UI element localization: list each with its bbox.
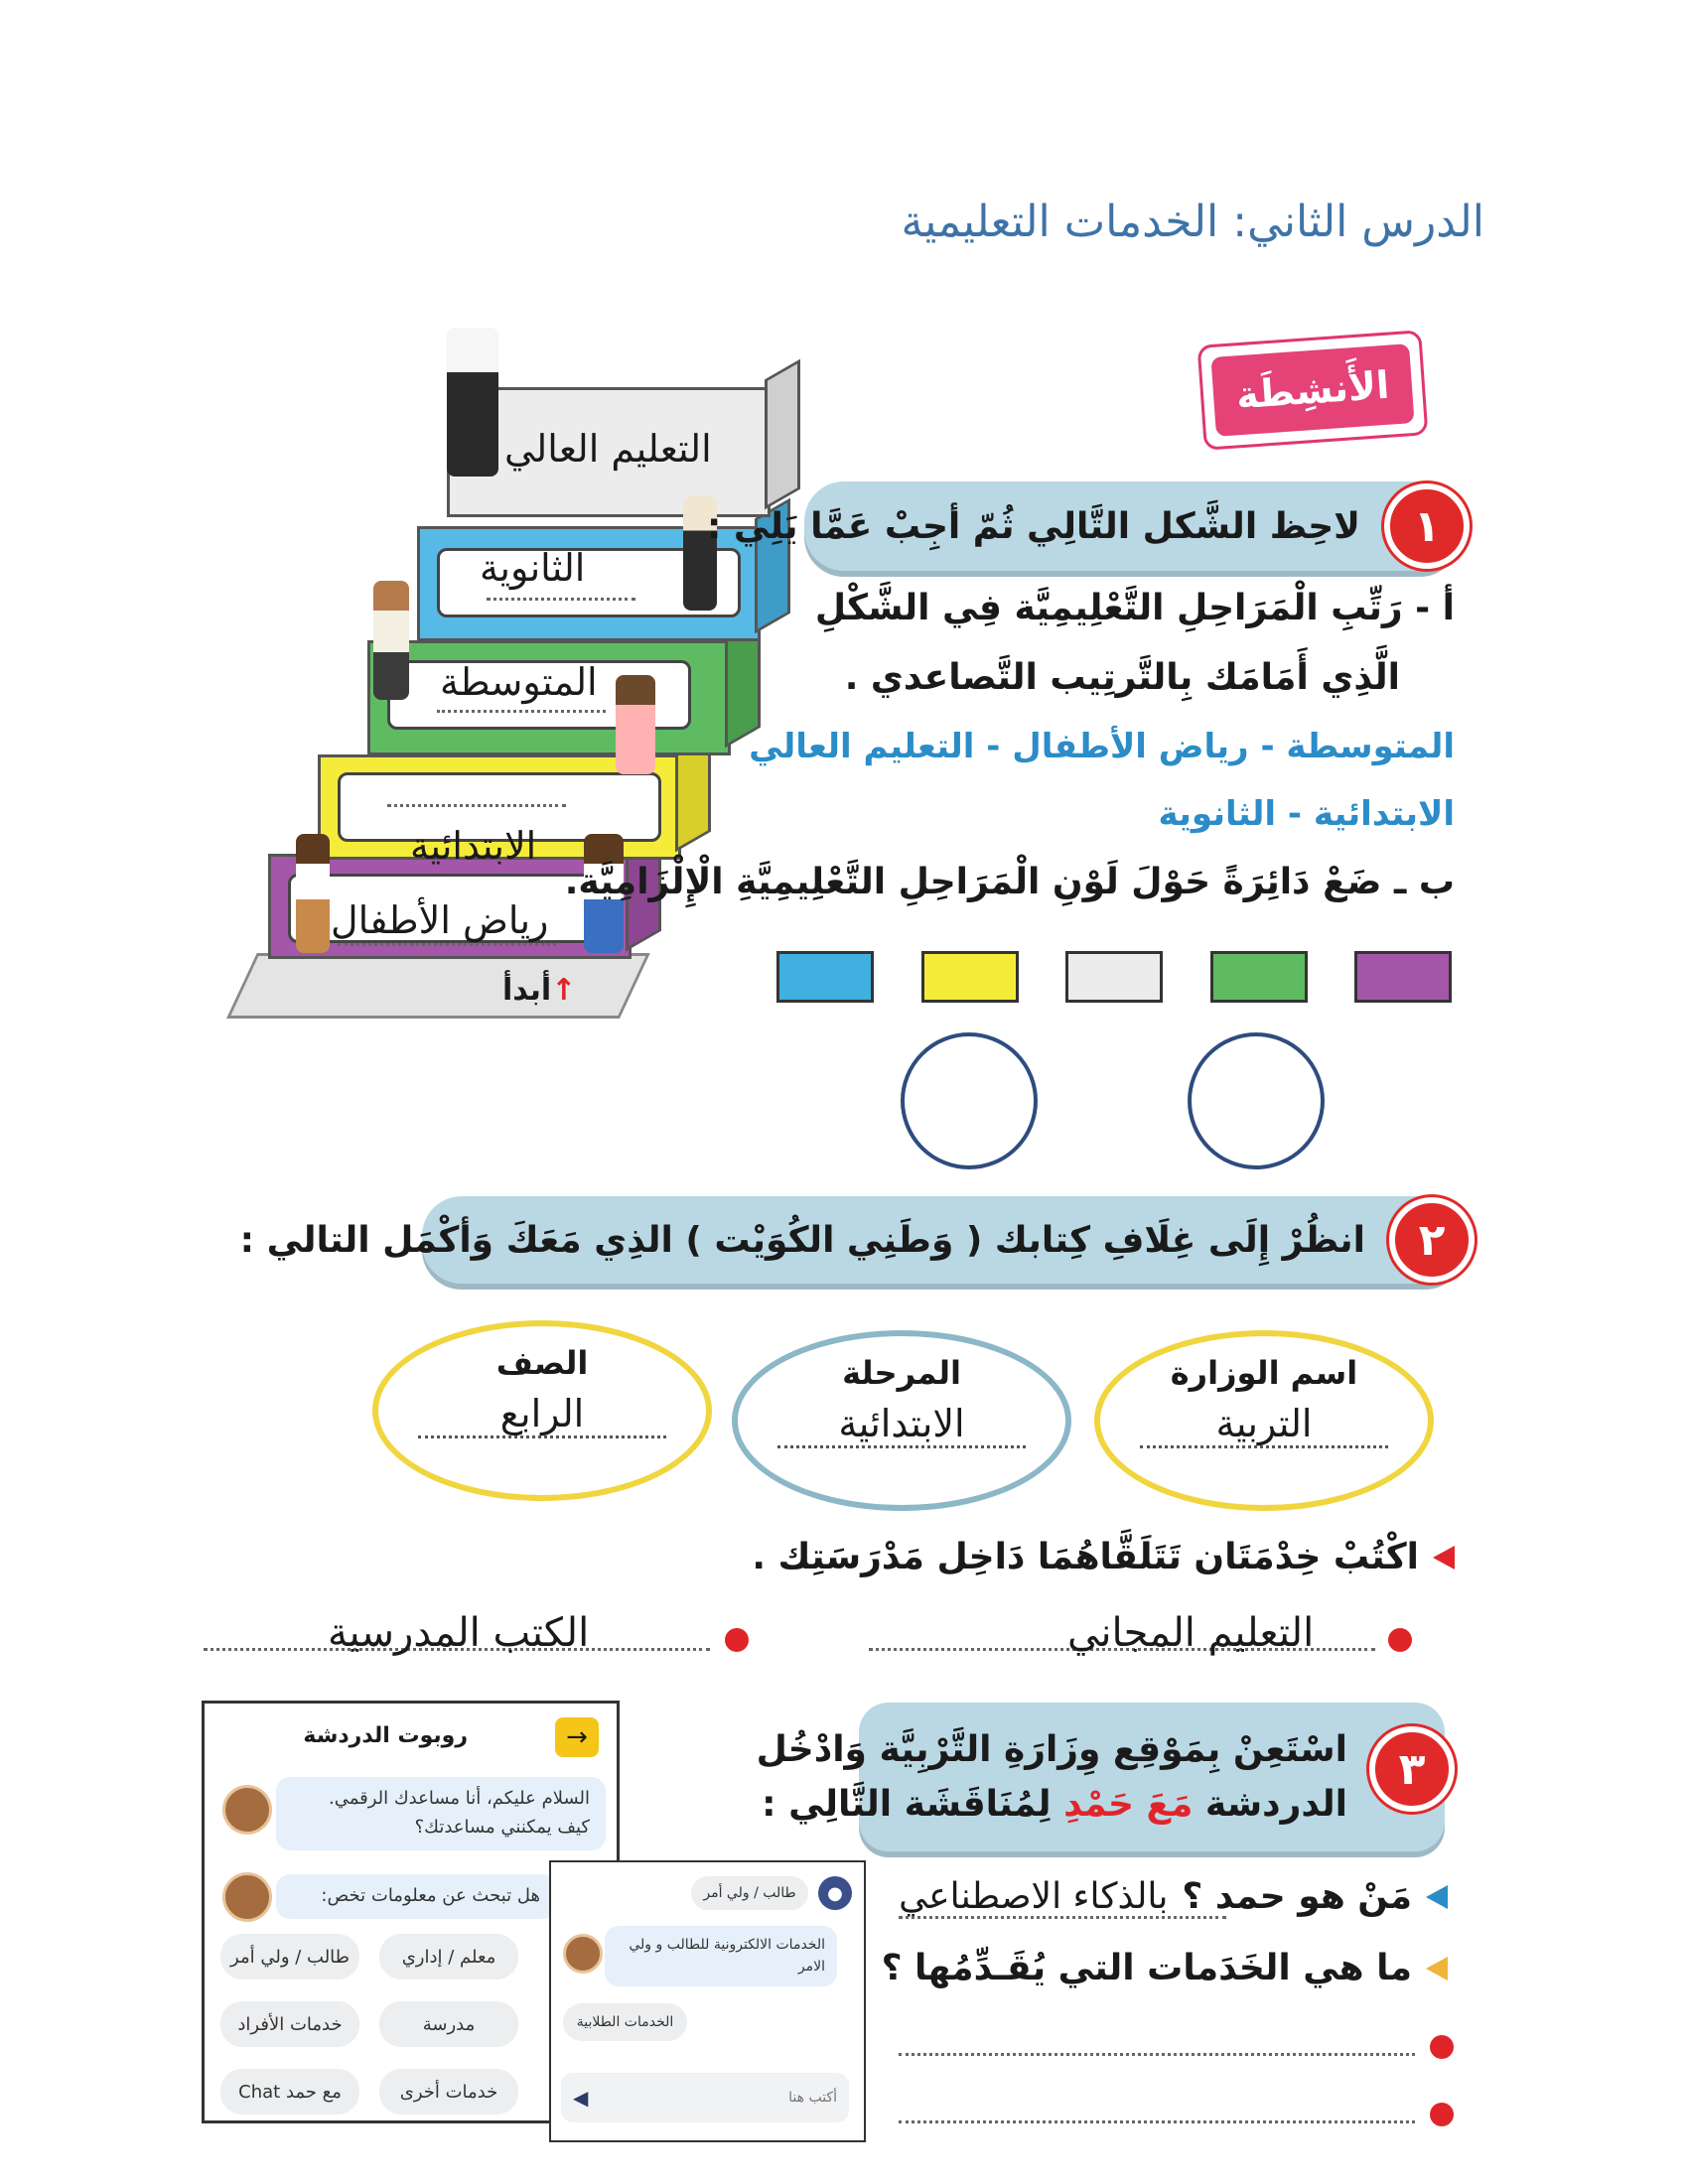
q2-text: ما هي الخَدَمات التي يُقَـدِّمُها ؟ [881,1948,1412,1988]
stair-dotline-intermediate [437,710,606,713]
greeting-line2: كيف يمكنني مساعدتك؟ [414,1816,590,1838]
chatbot-title: روبوت الدردشة [303,1723,468,1748]
activity3-prompt-line1: اسْتَعِنْ بِمَوْقِع وِزَارَةِ التَّرْبِيَّة وَادْخُل [756,1729,1347,1770]
chip-teacher[interactable]: معلم / إداري [379,1934,518,1979]
chip-individual-services[interactable]: خدمات الأفراد [220,2001,359,2047]
swatch-blue[interactable] [776,951,874,1003]
swatch-yellow[interactable] [921,951,1019,1003]
oval-ministry-answer: التربية [1215,1402,1313,1445]
service-answer-1: التعليم المجاني [1067,1610,1315,1656]
start-arrow-icon: ↑ [551,973,577,1008]
bot-avatar-2 [222,1872,272,1922]
stair-floor [226,953,650,1019]
activity2-banner [239,1196,1465,1284]
oval-ministry [1094,1330,1434,1511]
q2-pointer-icon [1426,1957,1448,1980]
service-answer-2: الكتب المدرسية [328,1610,590,1656]
oval-grade-label: الصف [495,1344,589,1382]
stair-answer-higher-education: التعليم العالي [504,427,712,471]
arrow-right-icon: → [566,1722,588,1752]
color-swatches [776,951,1452,1003]
chip-student[interactable]: طالب / ولي أمر [220,1934,359,1979]
stair-answer-secondary: الثانوية [480,546,586,590]
activity1-options-line1: المتوسطة - رياض الأطفال - التعليم العالي [749,727,1455,766]
activity1-part-a-line2: الَّذِي أَمَامَك بِالتَّرتِيب التَّصاعدي . [844,657,1400,698]
chip-other-services[interactable]: خدمات أخرى [379,2069,518,2115]
activity1-options-line2: الابتدائية - الثانوية [1158,794,1455,834]
oval-stage-dotline [777,1445,1026,1448]
staircase-figure [226,328,802,1032]
swatch-green[interactable] [1210,951,1308,1003]
chat-input-placeholder: أكتب هنا [788,2090,837,2106]
activity1-prompt: لاحِظ الشَّكل التَّالِي ثُمّ أجِبْ عَمَّا يَلِي : [706,505,1360,547]
q1-answer: بالذكاء الاصطناعي [899,1876,1169,1917]
bot-avatar-1 [222,1785,272,1835]
child-on-ladder-figure [296,834,330,953]
services-prompt-row [752,1537,1455,1577]
send-icon[interactable]: ◀ [573,2086,589,2110]
chip-grid [220,1934,518,2115]
chip-chat-hamad[interactable]: مع حمد Chat [220,2069,359,2115]
graduate-figure [447,328,498,477]
activity2-number: ٢ [1389,1197,1475,1283]
q2-dotline-1 [899,2053,1415,2056]
activity1-part-b: ب ـ ضَعْ دَائِرَةً حَوْلَ لَوْنِ الْمَرَاحِلِ التَّعْلِيمِيَّةِ الْإِلْزَامِيَّة. [564,862,1455,902]
answer-circle-right[interactable] [1188,1032,1325,1169]
chatbot-back-button[interactable] [555,1717,599,1757]
swatch-purple[interactable] [1354,951,1452,1003]
user-avatar [818,1876,852,1910]
lesson-title: الدرس الثاني: الخدمات التعليمية [901,197,1484,247]
q1-pointer-icon [1426,1885,1448,1909]
services-prompt: اكْتُبْ خِدْمَتَان تَتَلَقَّاهُمَا دَاخِل مَدْرَسَتِك . [752,1537,1419,1577]
activity3-number: ٣ [1369,1726,1455,1812]
activity3-prompt-line2 [757,1784,1347,1825]
greeting-bubble [276,1777,606,1850]
activity1-number: ١ [1384,483,1470,569]
activity3-banner [756,1703,1445,1851]
answer-circle-left[interactable] [901,1032,1038,1169]
oval-stage-label: المرحلة [842,1354,961,1392]
chatbot-small-panel [549,1860,866,2142]
activities-label: الأَنشِطَة [1210,343,1414,437]
q1-text: مَنْ هو حمد ؟ [1182,1876,1412,1917]
stair-dotline-secondary [487,598,635,601]
bot-reply: الخدمات الالكترونية للطالب و ولي الامر [629,1937,825,1976]
swatch-gray[interactable] [1065,951,1163,1003]
service-bullet-1 [1388,1628,1412,1652]
activity3-discuss-word: لِمُنَاقَشَة التَّالِي : [762,1784,1052,1825]
activities-badge [1197,330,1429,451]
boy-figure-intermediate [373,581,409,700]
stair-dotline-kindergarten [338,943,556,946]
start-label: ↑أبدأ [502,973,577,1008]
chip-student-services[interactable]: الخدمات الطلابية [563,2003,687,2041]
activity1-banner [706,481,1460,571]
oval-ministry-label: اسم الوزارة [1170,1354,1358,1392]
greeting-line1: السلام عليكم، أنا مساعدك الرقمي. [328,1788,590,1809]
activity3-hamad-word: مَعَ حَمْدِ [1063,1784,1194,1825]
stair-answer-kindergarten: رياض الأطفال [331,898,549,942]
chip-school[interactable]: مدرسة [379,2001,518,2047]
q1-dotline [899,1916,1226,1919]
service-bullet-2 [725,1628,749,1652]
activity3-chat-word: الدردشة [1204,1784,1347,1825]
oval-stage [732,1330,1071,1511]
q2-bullet-1 [1430,2035,1454,2059]
oval-stage-answer: الابتدائية [838,1402,965,1445]
question-text: هل تبحث عن معلومات تخص: [321,1885,540,1906]
oval-ministry-dotline [1140,1445,1388,1448]
activity1-part-a-line1: أ - رَتِّبِ الْمَرَاحِلِ التَّعْلِيمِيَّة فِي الشَّكْلِ [814,588,1455,628]
oval-grade-answer: الرابع [499,1392,585,1435]
activity2-prompt: انظُرْ إِلَى غِلَافِ كِتابك ( وَطَنِي الكُوَيْت ) الذِي مَعَكَ وَأكْمَل التالي : [239,1219,1365,1261]
user-icon: ● [827,1882,843,1904]
q2-row [882,1948,1448,1988]
girl-figure-primary [616,675,655,774]
oval-grade [372,1320,712,1501]
oval-grade-dotline [418,1435,666,1438]
services-pointer-icon [1433,1546,1455,1570]
q1-row [899,1876,1448,1917]
q2-bullet-2 [1430,2103,1454,2126]
bot-reply-bubble [605,1926,837,1986]
stair-dotline-primary [387,804,566,807]
bot-avatar-small [563,1934,603,1974]
stair-top-side [765,359,800,510]
stair-answer-primary: الابتدائية [410,824,537,868]
q2-dotline-2 [899,2120,1415,2123]
question-bubble [276,1874,556,1919]
stair-answer-intermediate: المتوسطة [440,660,598,704]
activity3-prompt [757,1729,1369,1825]
user-message: طالب / ولي أمر [691,1876,808,1910]
chat-input[interactable] [561,2073,849,2122]
